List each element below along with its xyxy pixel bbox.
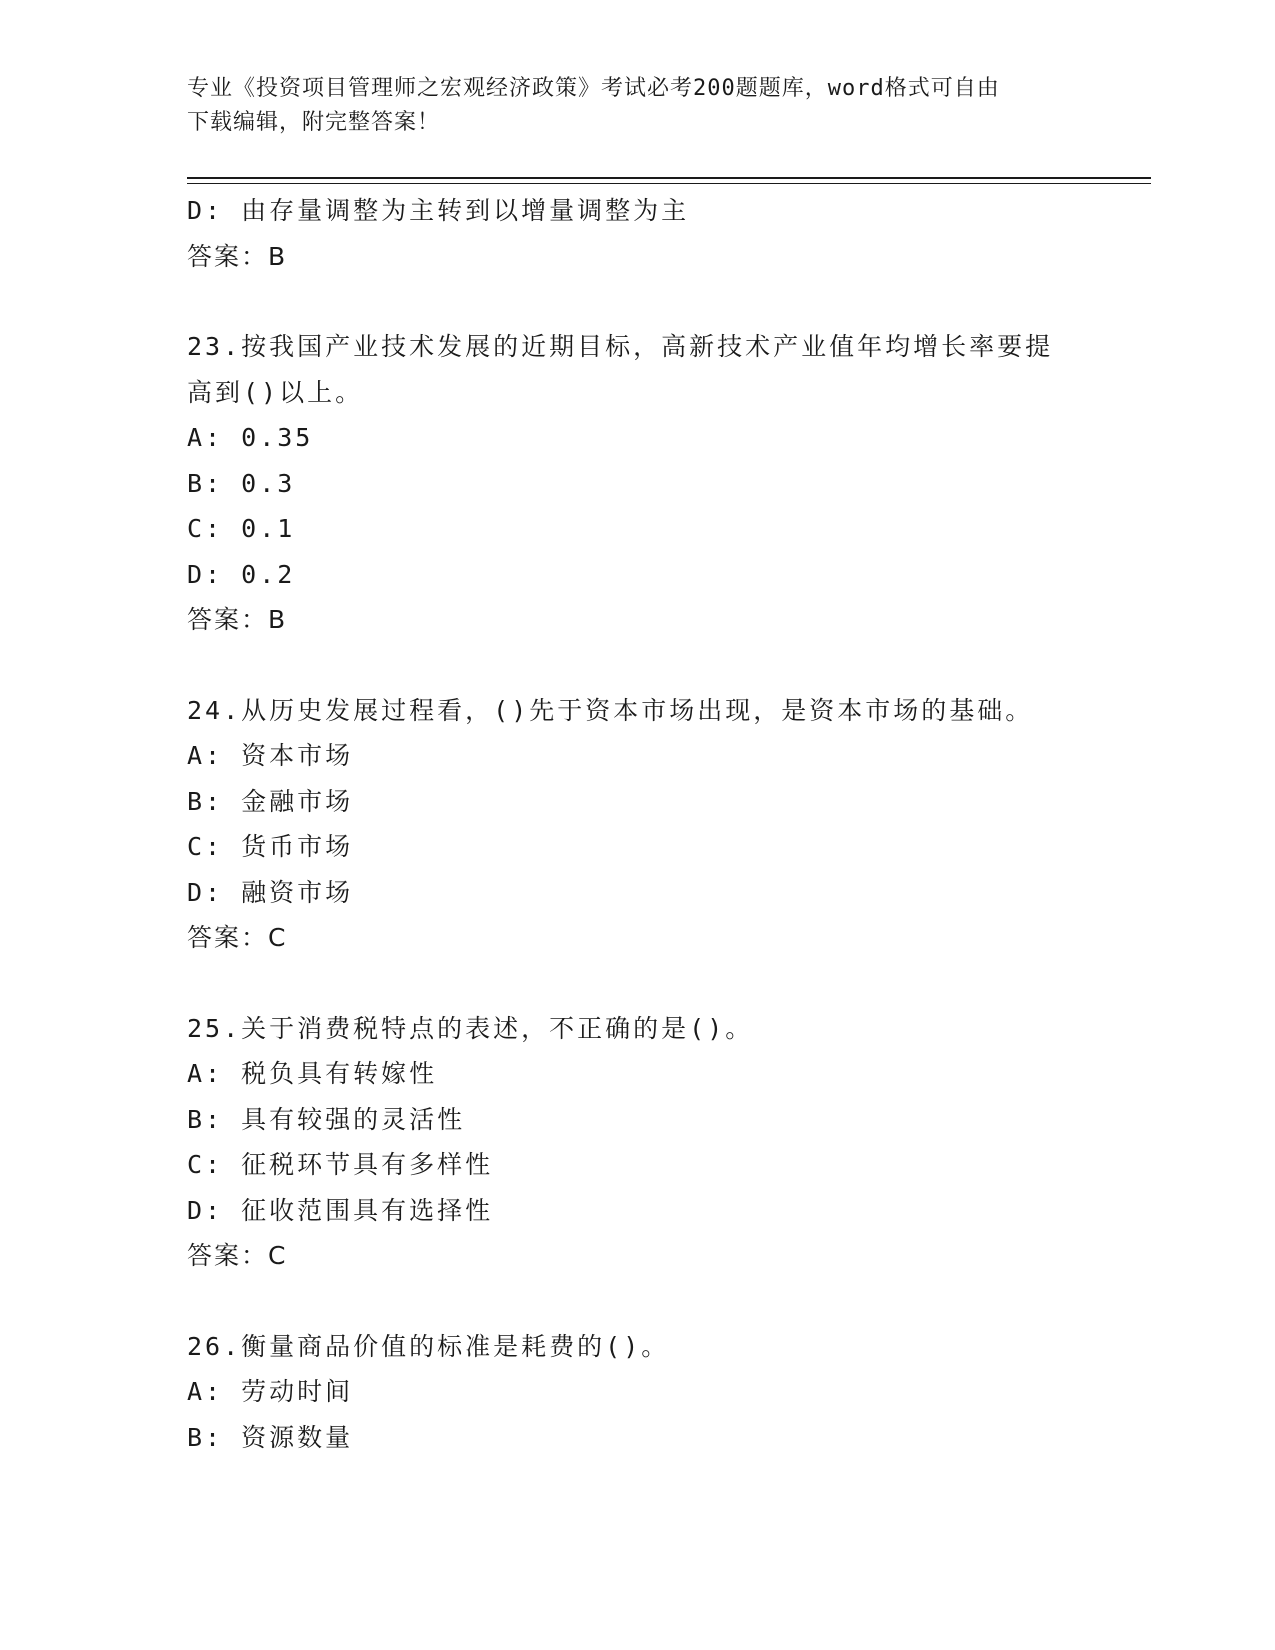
option-b: B: 0.3	[187, 468, 296, 498]
option-b: B: 金融市场	[187, 786, 354, 816]
option-a: A: 劳动时间	[187, 1377, 354, 1406]
option-b: B: 具有较强的灵活性	[187, 1104, 466, 1134]
question-stem: 23.按我国产业技术发展的近期目标，高新技术产业值年均增长率要提	[187, 332, 1054, 361]
question-23	[187, 324, 1147, 643]
question-24	[187, 688, 1147, 961]
option-c: C: 0.1	[187, 514, 296, 543]
option-d: D: 融资市场	[187, 877, 354, 907]
prev-answer: 答案：B	[187, 241, 288, 271]
question-26	[187, 1324, 1147, 1461]
question-stem-continued: 高到()以上。	[187, 377, 364, 407]
spacer	[187, 961, 1147, 1006]
spacer	[187, 643, 1147, 688]
option-a: A: 资本市场	[187, 741, 354, 770]
answer: 答案：C	[187, 1241, 288, 1270]
option-b: B: 资源数量	[187, 1422, 354, 1452]
answer: 答案：C	[187, 923, 288, 952]
option-d: D: 征收范围具有选择性	[187, 1195, 494, 1225]
option-a: A: 0.35	[187, 423, 314, 452]
question-stem: 24.从历史发展过程看，()先于资本市场出现，是资本市场的基础。	[187, 695, 1034, 725]
header-rule-thin	[187, 183, 1151, 184]
prev-option-d: D: 由存量调整为主转到以增量调整为主	[187, 196, 690, 225]
answer: 答案：B	[187, 605, 288, 634]
question-stem: 25.关于消费税特点的表述，不正确的是()。	[187, 1013, 754, 1043]
question-25	[187, 1006, 1147, 1279]
header-line-2: 下载编辑，附完整答案！	[187, 110, 441, 135]
header-line-1: 专业《投资项目管理师之宏观经济政策》考试必考200题题库，word格式可自由	[187, 76, 1000, 101]
option-c: C: 征税环节具有多样性	[187, 1150, 494, 1179]
option-c: C: 货币市场	[187, 832, 354, 861]
document-header	[187, 72, 1087, 140]
spacer	[187, 1279, 1147, 1324]
option-a: A: 税负具有转嫁性	[187, 1059, 438, 1088]
question-list	[187, 188, 1147, 1460]
header-rule-thick	[187, 177, 1151, 179]
question-stem: 26.衡量商品价值的标准是耗费的()。	[187, 1331, 670, 1361]
spacer	[187, 279, 1147, 324]
option-d: D: 0.2	[187, 559, 296, 589]
